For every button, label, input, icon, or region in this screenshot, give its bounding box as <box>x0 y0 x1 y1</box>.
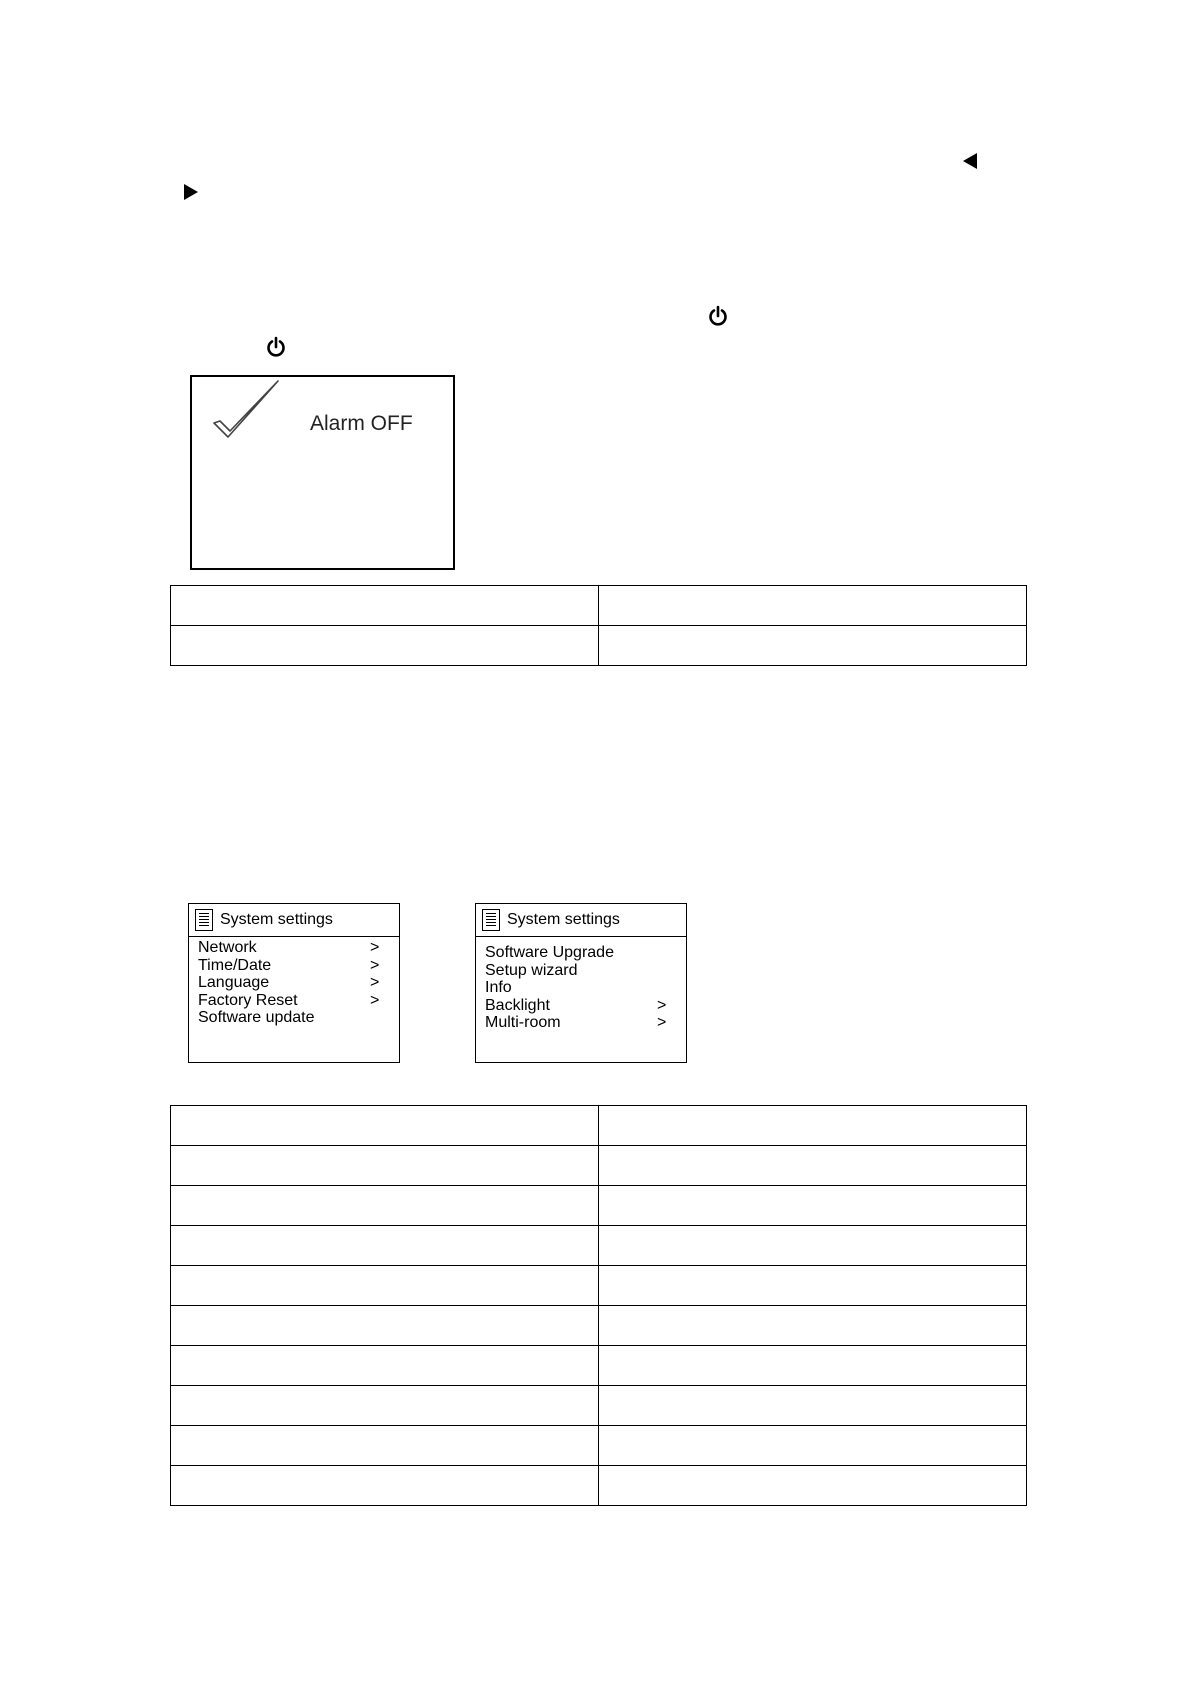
table-cell <box>171 1426 599 1466</box>
chevron-right-icon: > <box>370 956 380 974</box>
table-cell <box>599 1306 1027 1346</box>
screen-header <box>189 904 399 937</box>
table-row <box>171 1346 1027 1386</box>
table-cell <box>171 1306 599 1346</box>
chevron-right-icon: > <box>370 991 380 1009</box>
screen-title: System settings <box>220 911 333 928</box>
table-cell <box>171 1146 599 1186</box>
table-cell <box>171 1386 599 1426</box>
power-icon <box>265 336 287 358</box>
table-row <box>171 1146 1027 1186</box>
table-cell <box>599 1186 1027 1226</box>
table-cell <box>171 1226 599 1266</box>
table-cell <box>599 1346 1027 1386</box>
list-icon <box>482 909 500 931</box>
table-cell <box>171 1466 599 1506</box>
power-icon <box>707 305 729 327</box>
table-cell <box>599 1426 1027 1466</box>
menu-item-time-date[interactable]: Time/Date > <box>198 956 380 974</box>
menu-item-network[interactable]: Network > <box>198 939 380 956</box>
table-row <box>171 1186 1027 1226</box>
menu-item-language[interactable]: Language > <box>198 974 380 991</box>
chevron-right-icon: > <box>657 996 667 1014</box>
table-row <box>171 1106 1027 1146</box>
menu-item-multi-room[interactable]: Multi-room > <box>485 1014 667 1031</box>
menu-item-factory-reset[interactable]: Factory Reset > <box>198 991 380 1009</box>
chevron-right-icon: > <box>370 974 380 991</box>
system-settings-screen-2 <box>475 903 687 1063</box>
list-icon <box>195 909 213 931</box>
table-cell <box>599 1386 1027 1426</box>
table-row <box>171 626 1027 666</box>
table-row <box>171 1266 1027 1306</box>
check-icon <box>212 379 282 443</box>
menu-item-software-upgrade[interactable]: Software Upgrade <box>485 944 614 961</box>
table-row <box>171 1306 1027 1346</box>
table-row <box>171 1226 1027 1266</box>
alarm-screen <box>190 375 455 570</box>
right-arrow-icon <box>184 184 198 200</box>
table-cell <box>599 1466 1027 1506</box>
left-arrow-icon <box>963 153 977 169</box>
table-cell <box>171 1186 599 1226</box>
table-cell <box>171 1106 599 1146</box>
menu-item-software-update[interactable]: Software update <box>198 1009 315 1026</box>
table-cell <box>599 1226 1027 1266</box>
table-cell <box>171 626 599 666</box>
table-row <box>171 1386 1027 1426</box>
table-cell <box>599 1266 1027 1306</box>
table-row <box>171 1426 1027 1466</box>
screen-header <box>476 904 686 937</box>
table-cell <box>599 1106 1027 1146</box>
table-cell <box>171 1266 599 1306</box>
table-cell <box>171 586 599 626</box>
chevron-right-icon: > <box>657 1014 667 1031</box>
chevron-right-icon: > <box>370 939 380 956</box>
table-cell <box>599 626 1027 666</box>
table-cell <box>599 1146 1027 1186</box>
table-1 <box>170 585 1027 666</box>
system-settings-screen-1 <box>188 903 400 1063</box>
screen-title: System settings <box>507 911 620 928</box>
menu-item-info[interactable]: Info <box>485 979 512 996</box>
table-2 <box>170 1105 1027 1506</box>
table-cell <box>599 586 1027 626</box>
table-row <box>171 586 1027 626</box>
menu-item-setup-wizard[interactable]: Setup wizard <box>485 961 578 979</box>
table-cell <box>171 1346 599 1386</box>
alarm-status-text: Alarm OFF <box>310 412 413 435</box>
table-row <box>171 1466 1027 1506</box>
menu-item-backlight[interactable]: Backlight > <box>485 996 667 1014</box>
